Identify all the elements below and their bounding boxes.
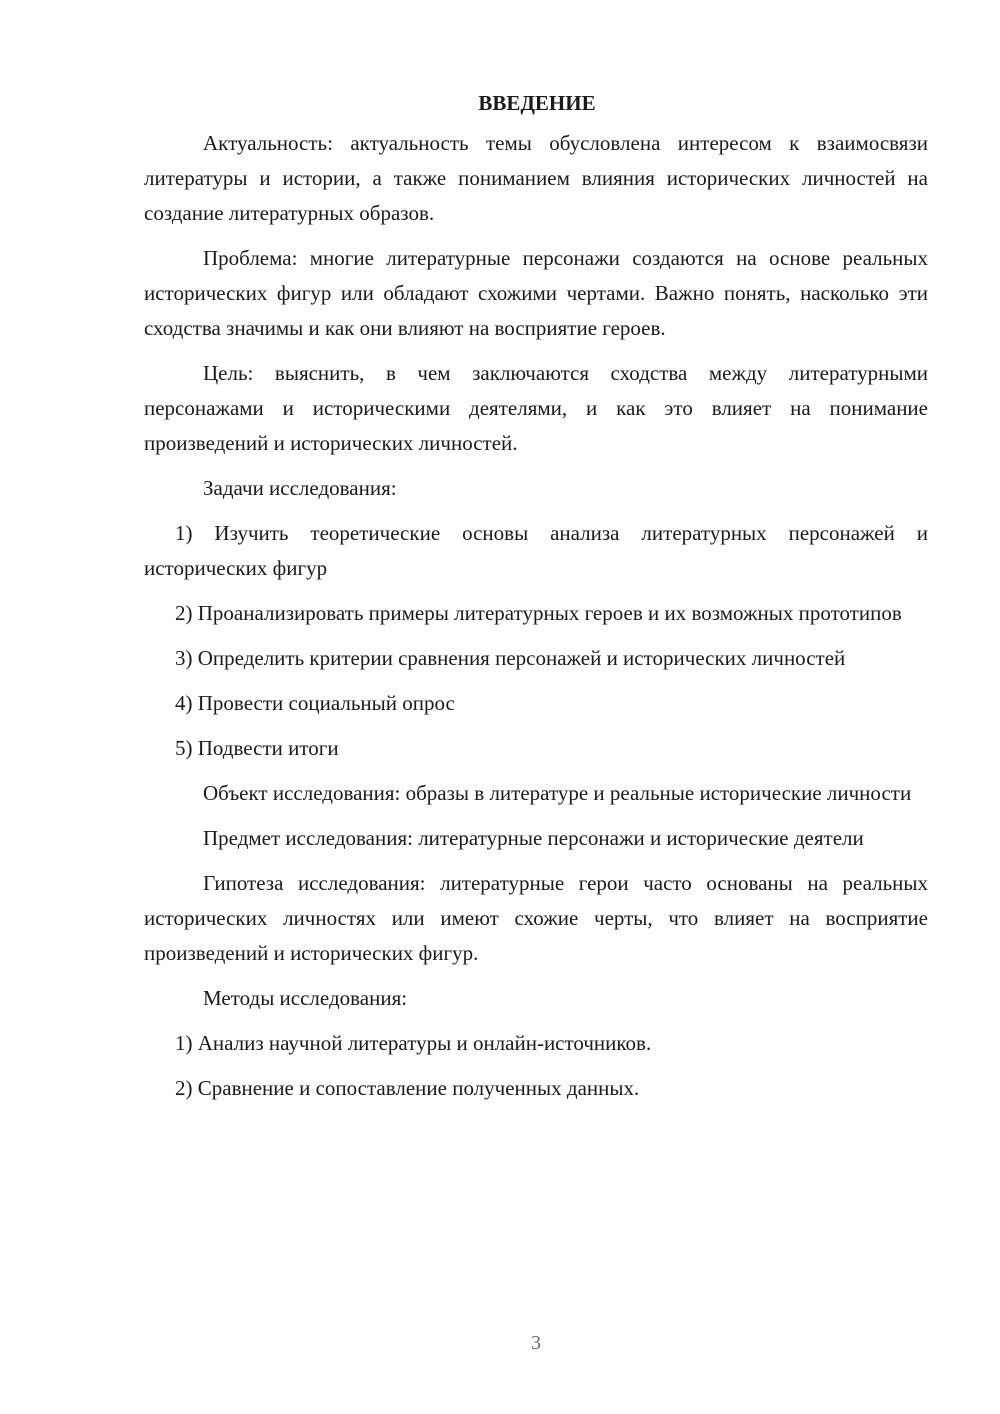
section-title: ВВЕДЕНИЕ xyxy=(478,91,596,115)
problem-paragraph: Проблема: многие литературные персонажи создаются на основе реальных исторических фигур или обладают схожими чертами. Важно понять, насколько эти сходства значимы и как они влияют на восприятие героев. xyxy=(144,246,928,340)
hypothesis-paragraph: Гипотеза исследования: литературные герои часто основаны на реальных исторических личностях или имеют схожие черты, что влияет на восприятие произведений и исторических фигур. xyxy=(144,871,928,965)
task-item: 4) Провести социальный опрос xyxy=(175,691,455,715)
document-page xyxy=(144,88,928,1116)
method-item: 2) Сравнение и сопоставление полученных данных. xyxy=(175,1076,640,1100)
task-item: 1) Изучить теоретические основы анализа литературных персонажей и исторических фигур xyxy=(144,521,928,580)
relevance-paragraph: Актуальность: актуальность темы обусловлена интересом к взаимосвязи литературы и истории, а также пониманием влияния исторических личностей на создание литературных образов. xyxy=(144,131,928,225)
task-item: 5) Подвести итоги xyxy=(175,736,339,760)
methods-heading: Методы исследования: xyxy=(203,986,408,1010)
object-paragraph: Объект исследования: образы в литературе и реальные исторические личности xyxy=(203,781,912,805)
subject-paragraph: Предмет исследования: литературные персонажи и исторические деятели xyxy=(203,826,864,850)
method-item: 1) Анализ научной литературы и онлайн-источников. xyxy=(175,1031,652,1055)
tasks-heading: Задачи исследования: xyxy=(203,476,397,500)
task-item: 3) Определить критерии сравнения персонажей и исторических личностей xyxy=(175,646,846,670)
task-item: 2) Проанализировать примеры литературных героев и их возможных прототипов xyxy=(175,601,902,625)
goal-paragraph: Цель: выяснить, в чем заключаются сходства между литературными персонажами и историческими деятелями, и как это влияет на понимание произведений и исторических личностей. xyxy=(144,361,928,455)
page-number: 3 xyxy=(531,1332,541,1354)
